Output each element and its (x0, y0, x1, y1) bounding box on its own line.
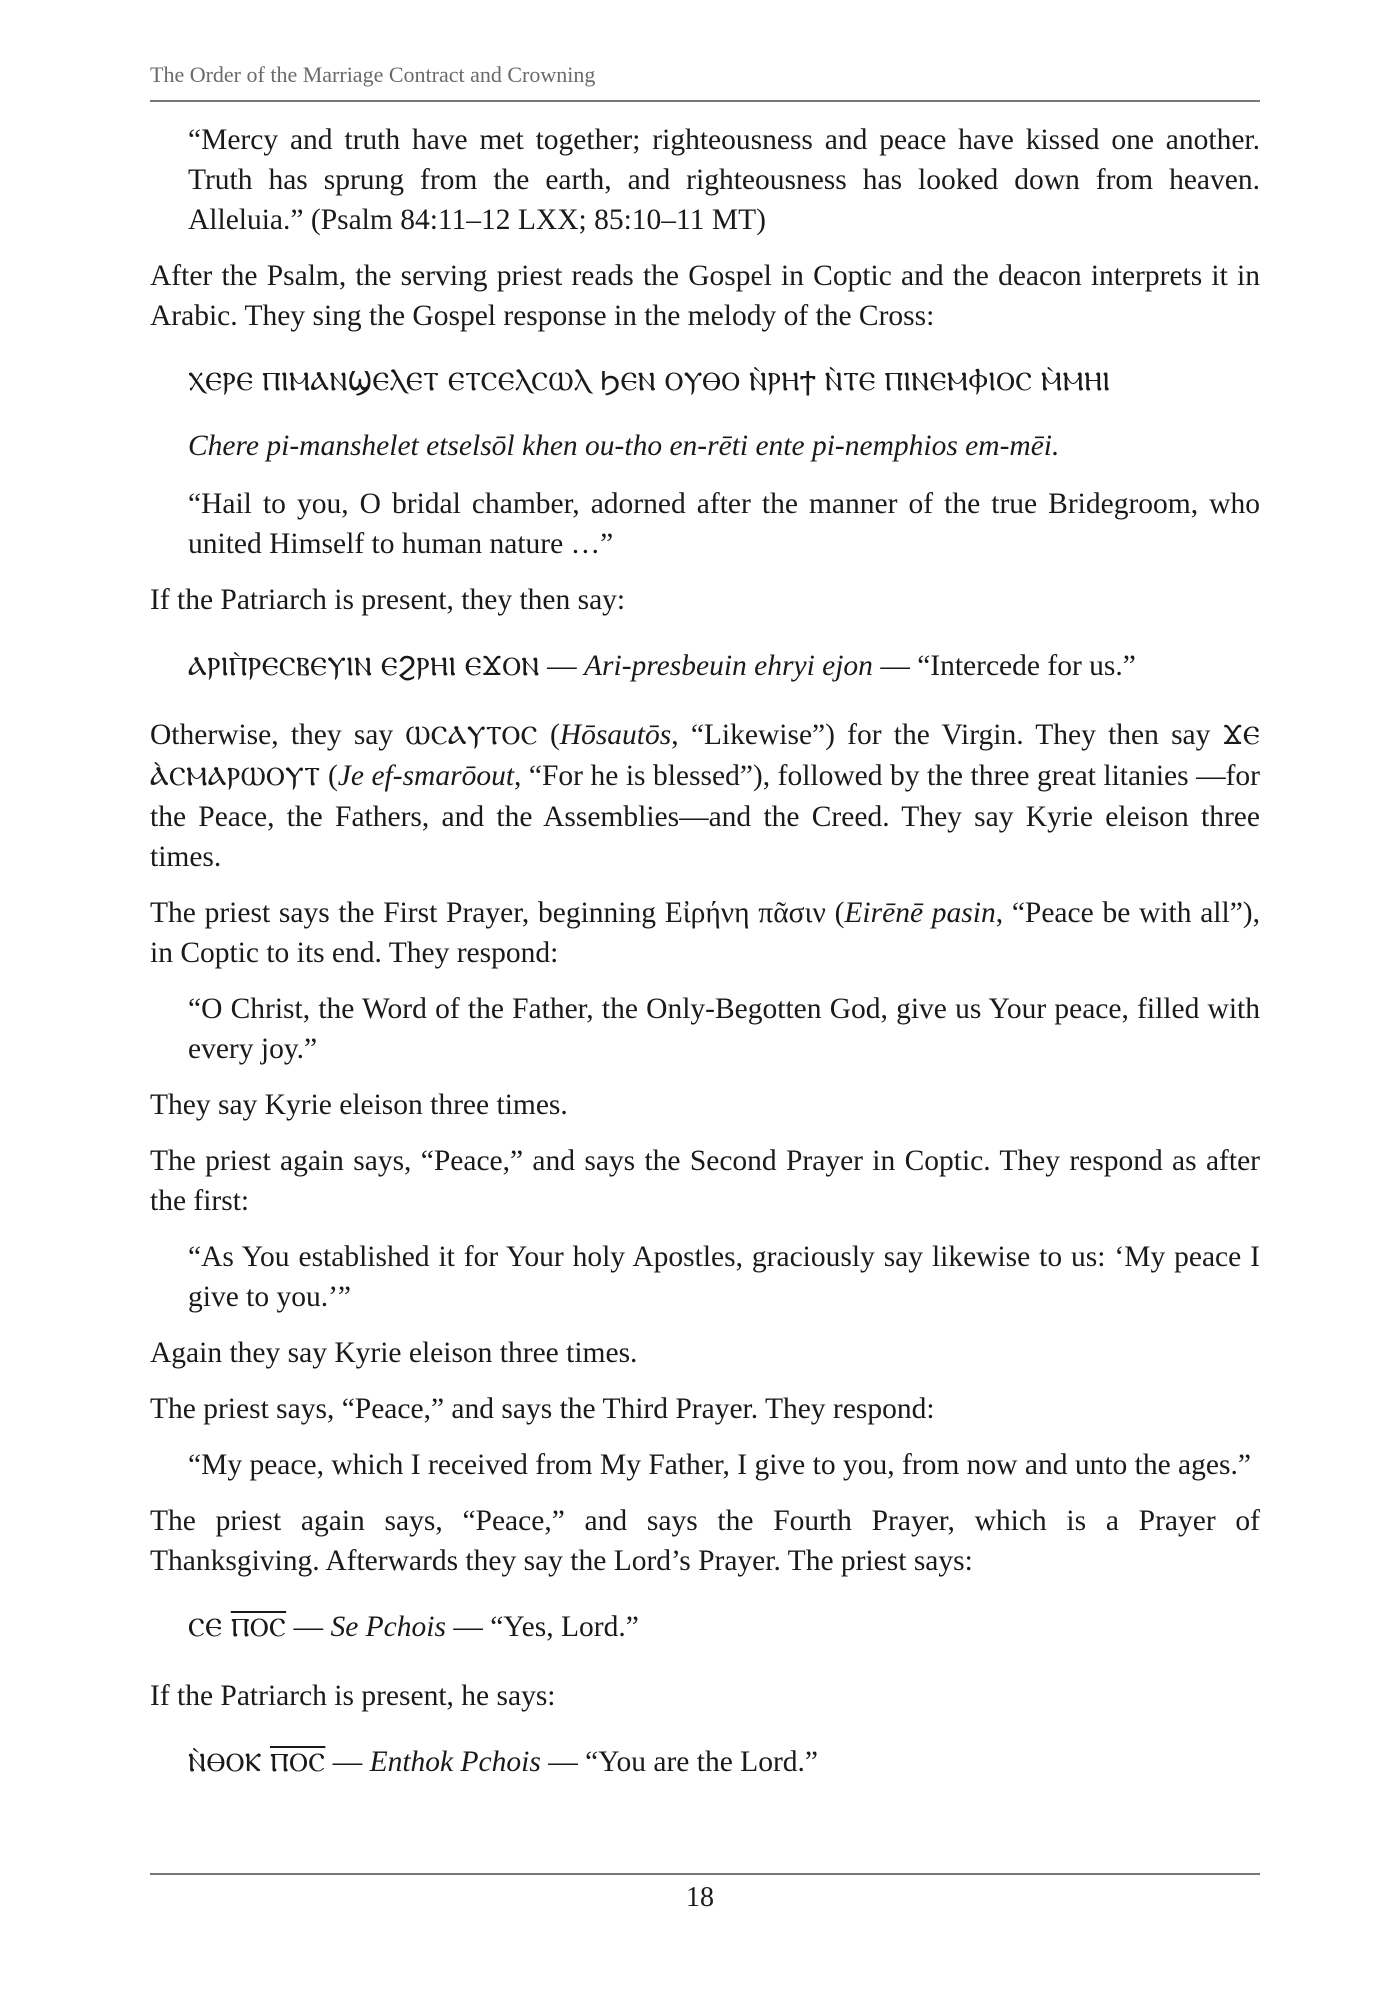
text-run: The priest says the First Prayer, beginning Εἰρήνη πᾶσιν ( (150, 897, 845, 929)
paragraph-first-prayer (150, 893, 1260, 973)
coptic-enthok: Ⲛ̀ⲐⲞⲔ (188, 1748, 270, 1778)
paragraph-patriarch-present: If the Patriarch is present, they then say: (150, 584, 626, 616)
footer-rule (150, 1873, 1260, 1875)
coptic-intercede: ⲀⲢⲒⲠ̀ⲢⲈⲤⲂⲈⲨⲒⲚ ⲈϨⲢⲎⲒ ⲈϪⲞⲚ (188, 652, 540, 682)
transliteration-gospel-response: Chere pi-manshelet etselsōl khen ou-tho en-rēti ente pi-nemphios em-mēi. (188, 430, 1060, 462)
page-number: 18 (686, 1882, 714, 1913)
transliteration-you-are-lord: Enthok Pchois (369, 1746, 541, 1778)
text-run: , “Likewise”) for the Virgin. They then say (671, 719, 1223, 751)
paragraph-second-prayer: The priest again says, “Peace,” and says the Second Prayer in Coptic. They respond as after the first: (150, 1145, 1260, 1217)
line-you-are-lord (188, 1742, 1260, 1783)
paragraph-otherwise (150, 715, 1260, 877)
coptic-blessed: ϪⲈ Ⲁ̀ⲤⲘⲀⲢⲰⲞⲨⲦ (150, 721, 1260, 792)
dash: — (872, 650, 918, 682)
dash: — (540, 1746, 586, 1778)
page-body (150, 120, 1260, 1799)
paragraph-third-prayer: The priest says, “Peace,” and says the Third Prayer. They respond: (150, 1393, 935, 1425)
quote-first-response: “O Christ, the Word of the Father, the Only-Begotten God, give us Your peace, filled with every joy.” (188, 993, 1260, 1065)
paragraph-kyrie-1: They say Kyrie eleison three times. (150, 1089, 568, 1121)
coptic-likewise: ⲰⲤⲀⲨⲦⲞⲤ (405, 721, 538, 751)
dash: — (286, 1611, 331, 1643)
dash: — (539, 650, 585, 682)
english-yes-lord: “Yes, Lord.” (490, 1611, 639, 1643)
coptic-se: ⲤⲈ (188, 1613, 231, 1643)
paragraph-kyrie-2: Again they say Kyrie eleison three times. (150, 1337, 638, 1369)
transliteration-intercede: Ari-presbeuin ehryi ejon (584, 650, 873, 682)
transliteration-likewise: Hōsautōs (559, 719, 672, 751)
line-intercede (188, 646, 1260, 687)
coptic-pchois: ⲠⲞⲤ (230, 1613, 287, 1643)
coptic-pchois: ⲠⲞⲤ (269, 1748, 326, 1778)
paragraph-gospel: After the Psalm, the serving priest reads the Gospel in Coptic and the deacon interprets it in Arabic. They sing the Gospel response in the melody of the Cross: (150, 260, 1260, 332)
paragraph-patriarch-says: If the Patriarch is present, he says: (150, 1680, 556, 1712)
transliteration-blessed: Je ef-smarōout (337, 760, 515, 792)
psalm-quote: “Mercy and truth have met together; righteousness and peace have kissed one another. Truth has sprung from the earth, and righteousness has looked down from heaven. Alleluia.” (Psalm 84:11–12 LXX; 85:10–11 MT) (188, 124, 1260, 236)
coptic-gospel-response: ⲬⲈⲢⲈ ⲠⲒⲘⲀⲚϢⲈⲖⲈⲦ ⲈⲦⲤⲈⲖⲤⲰⲖ ϦⲈⲚ ⲞⲨⲐⲞ Ⲛ̀ⲢⲎϮ Ⲛ̀ⲦⲈ ⲠⲒⲚⲈⲘⲪⲒⲞⲤ Ⲙ̀ⲘⲎⲒ (188, 367, 1111, 397)
quote-third-response: “My peace, which I received from My Father, I give to you, from now and unto the ages.” (188, 1449, 1251, 1481)
dash: — (325, 1746, 370, 1778)
dash: — (445, 1611, 491, 1643)
text-run: ( (537, 719, 560, 751)
transliteration-peace: Eirēnē pasin (844, 897, 996, 929)
quote-bridal-chamber: “Hail to you, O bridal chamber, adorned after the manner of the true Bridegroom, who united Himself to human nature …” (188, 488, 1260, 560)
header-rule (150, 100, 1260, 102)
text-run: , “For he is blessed”), followed by the three great litanies —for the Peace, the Fathers, and the Assemblies—and the Creed. They say Kyrie eleison three times. (150, 760, 1261, 873)
transliteration-yes-lord: Se Pchois (330, 1611, 446, 1643)
running-header: The Order of the Marriage Contract and Crowning (150, 62, 596, 87)
quote-second-response: “As You established it for Your holy Apostles, graciously say likewise to us: ‘My peace I give to you.’” (188, 1241, 1260, 1313)
text-run: ( (320, 760, 338, 792)
paragraph-fourth-prayer: The priest again says, “Peace,” and says the Fourth Prayer, which is a Prayer of Thanksgiving. Afterwards they say the Lord’s Prayer. The priest says: (150, 1505, 1260, 1577)
english-you-are-lord: “You are the Lord.” (585, 1746, 818, 1778)
text-run: Otherwise, they say (150, 719, 406, 751)
line-yes-lord (188, 1607, 1260, 1648)
text-run: , “Peace be with all”), in Coptic to its end. They respond: (150, 897, 1260, 969)
english-intercede: “Intercede for us.” (917, 650, 1136, 682)
